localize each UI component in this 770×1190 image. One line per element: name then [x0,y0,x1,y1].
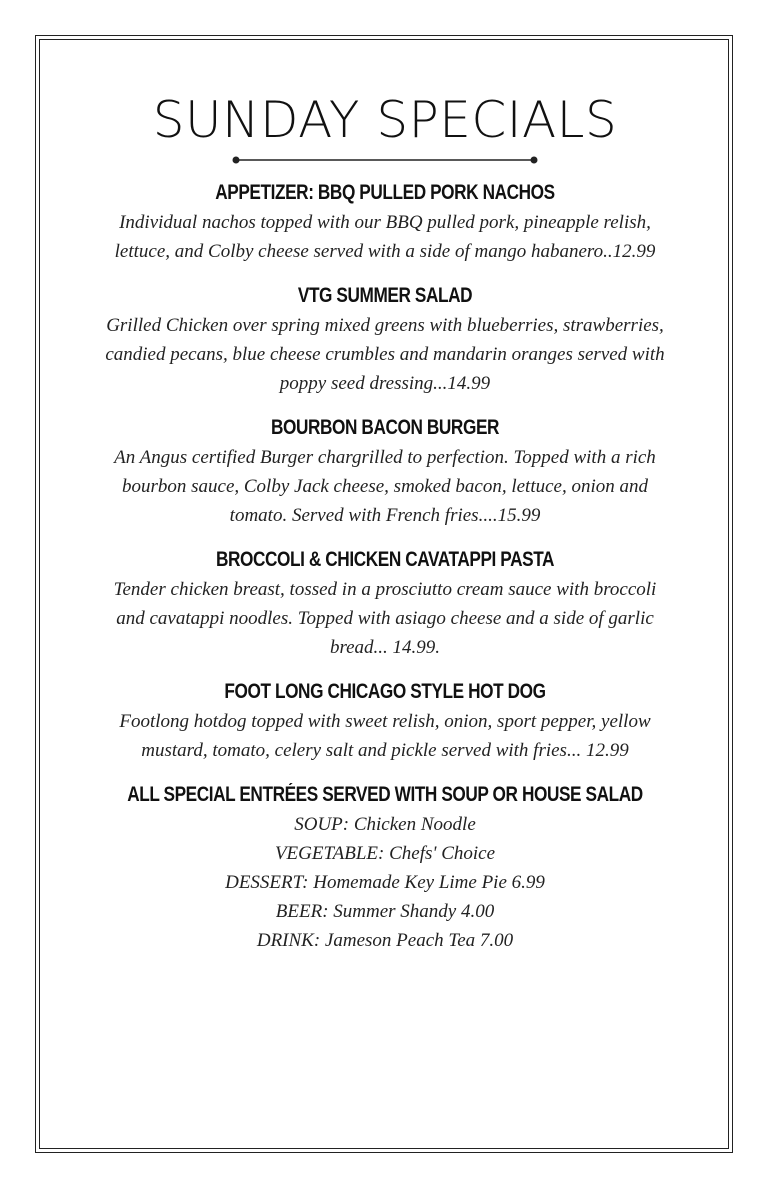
page-title: SUNDAY SPECIALS [152,91,618,149]
title-divider [230,154,540,166]
extras-line-dessert: DESSERT: Homemade Key Lime Pie 6.99 [225,872,545,893]
item-name: BROCCOLI & CHICKEN CAVATAPPI PASTA [215,548,555,571]
item-name: FOOT LONG CHICAGO STYLE HOT DOG [224,680,546,703]
item-description: Tender chicken breast, tossed in a prosciutto cream sauce with broccoli and cavatappi noodles. Topped with asiago cheese and a side of garlic bread... 14.99. [113,579,657,658]
extras-list [60,810,710,955]
menu-item-summer-salad [60,283,710,398]
menu-item-bacon-burger [60,415,710,530]
item-description: Grilled Chicken over spring mixed greens with blueberries, strawberries, candied pecans, blue cheese crumbles and mandarin oranges served with poppy seed dressing...14.99 [105,315,665,394]
item-description: An Angus certified Burger chargrilled to perfection. Topped with a rich bourbon sauce, Colby Jack cheese, smoked bacon, lettuce, onion and tomato. Served with French fries....15.99 [114,447,656,526]
menu-item-nachos [60,180,710,266]
extras-line-beer: BEER: Summer Shandy 4.00 [275,901,495,922]
item-name: APPETIZER: BBQ PULLED PORK NACHOS [215,181,555,204]
menu-item-hot-dog [60,679,710,765]
extras-line-drink: DRINK: Jameson Peach Tea 7.00 [256,930,514,951]
item-name: VTG SUMMER SALAD [297,284,473,307]
extras-heading: ALL SPECIAL ENTRÉES SERVED WITH SOUP OR HOUSE SALAD [127,783,643,806]
menu-content [60,0,710,955]
item-description: Individual nachos topped with our BBQ pulled pork, pineapple relish, lettuce, and Colby cheese served with a side of mango habanero..12.99 [114,212,656,262]
extras-line-vegetable: VEGETABLE: Chefs' Choice [274,843,496,864]
item-description: Footlong hotdog topped with sweet relish, onion, sport pepper, yellow mustard, tomato, celery salt and pickle served with fries... 12.99 [119,711,651,761]
menu-item-cavatappi-pasta [60,547,710,662]
extras-line-soup: SOUP: Chicken Noodle [294,814,476,835]
extras-section [60,782,710,955]
item-name: BOURBON BACON BURGER [270,416,500,439]
